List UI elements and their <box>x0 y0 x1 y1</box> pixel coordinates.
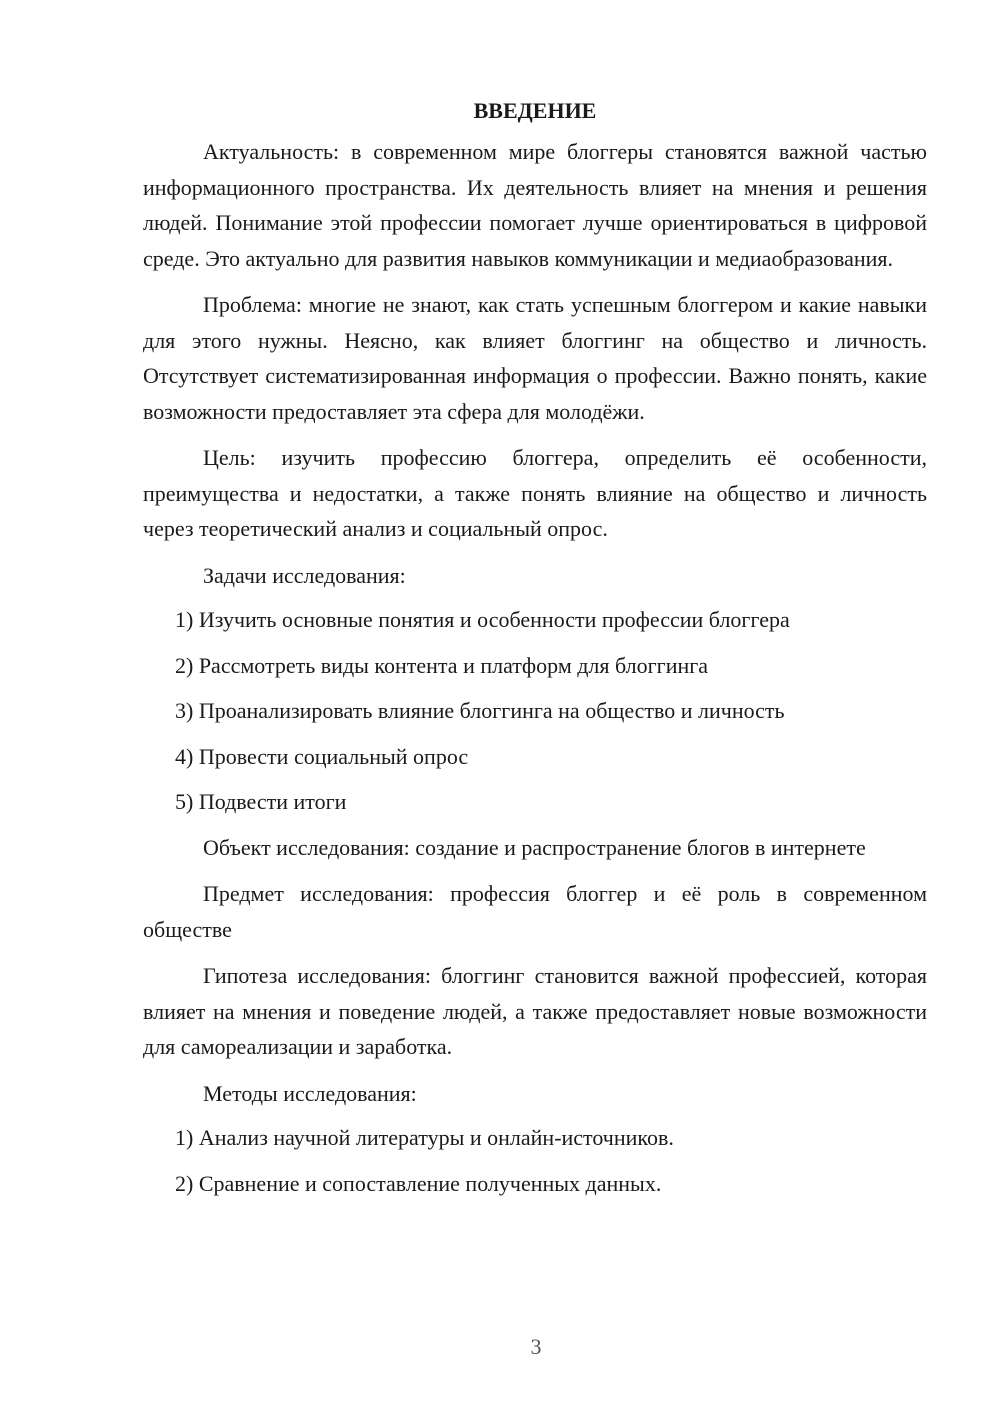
tasks-list <box>143 602 927 820</box>
relevance-paragraph: Актуальность: в современном мире блоггеры становятся важной частью информационного пространства. Их деятельность влияет на мнения и решения людей. Понимание этой профессии помогает лучше ориентироваться в цифровой среде. Это актуально для развития навыков коммуникации и медиаобразования. <box>143 139 927 271</box>
methods-list <box>143 1120 927 1201</box>
list-item: 2) Сравнение и сопоставление полученных данных. <box>175 1170 662 1196</box>
goal-paragraph: Цель: изучить профессию блоггера, определить её особенности, преимущества и недостатки, а также понять влияние на общество и личность через теоретический анализ и социальный опрос. <box>143 445 927 541</box>
object-paragraph: Объект исследования: создание и распространение блогов в интернете <box>203 834 866 860</box>
subject-paragraph: Предмет исследования: профессия блоггер и её роль в современном обществе <box>143 881 927 942</box>
list-item: 2) Рассмотреть виды контента и платформ для блоггинга <box>175 652 709 678</box>
list-item: 1) Анализ научной литературы и онлайн-источников. <box>175 1125 674 1150</box>
page-title: ВВЕДЕНИЕ <box>473 98 597 123</box>
tasks-heading: Задачи исследования: <box>203 562 406 588</box>
list-item: 5) Подвести итоги <box>175 789 347 814</box>
list-item: 4) Провести социальный опрос <box>175 743 469 769</box>
page-number: 3 <box>530 1334 542 1359</box>
hypothesis-paragraph: Гипотеза исследования: блоггинг становится важной профессией, которая влияет на мнения и поведение людей, а также предоставляет новые возможности для самореализации и заработка. <box>143 963 927 1059</box>
list-item: 1) Изучить основные понятия и особенности профессии блоггера <box>175 607 790 632</box>
problem-paragraph: Проблема: многие не знают, как стать успешным блоггером и какие навыки для этого нужны. Неясно, как влияет блоггинг на общество и личность. Отсутствует систематизированная информация о профессии. Важно понять, какие возможности предоставляет эта сфера для молодёжи. <box>143 292 927 424</box>
document-page <box>143 96 927 1211</box>
methods-heading: Методы исследования: <box>203 1080 417 1106</box>
list-item: 3) Проанализировать влияние блоггинга на общество и личность <box>175 698 785 723</box>
